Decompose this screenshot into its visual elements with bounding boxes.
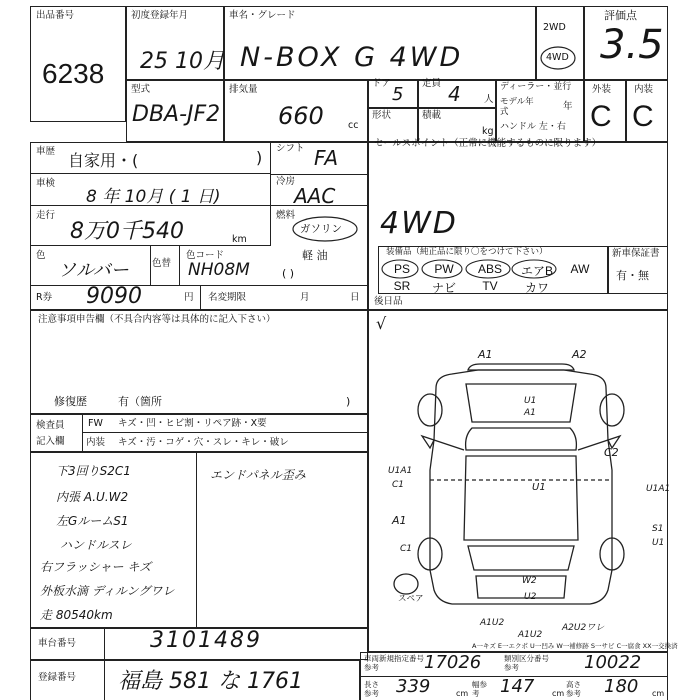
mark-a1-top-left: A1	[478, 348, 493, 361]
height-unit: cm	[652, 689, 665, 698]
history-close: )	[256, 148, 263, 167]
color-code-value: NH08M	[188, 260, 250, 280]
remark-1: 下3回りS2C1	[56, 464, 131, 478]
drive-2wd: 2WD	[543, 22, 566, 33]
first-reg-value: 25 10月	[140, 49, 225, 74]
equip-ps: PS	[393, 262, 410, 276]
load-label: 積載	[422, 110, 442, 121]
interior-label: 内装	[86, 437, 106, 448]
repair-close: )	[346, 395, 351, 408]
equipment-title: 装備品（純正品に限り〇をつけて下さい）	[386, 247, 548, 257]
fuel-gas: ガソリン	[300, 223, 342, 235]
inspection-value: 8 年 10月 ( 1 日)	[86, 187, 221, 207]
displacement-label: 排気量	[229, 84, 258, 95]
shift-label: シフト	[276, 143, 305, 154]
category-value: 10022	[584, 652, 642, 673]
lot-label: 出品番号	[36, 10, 75, 21]
equip-tv: TV	[482, 279, 498, 293]
remark-3: 左GルームS1	[56, 514, 129, 528]
registration-value: 福島 581 な 1761	[118, 669, 303, 694]
doors-label: ドア	[372, 78, 391, 89]
ext-label: 外装	[592, 84, 612, 95]
mark-a1-hood: A1	[524, 408, 536, 418]
fuel-label: 燃料	[276, 210, 296, 221]
recycle-value: 9090	[86, 284, 142, 309]
fuel-diesel: 軽 油	[302, 249, 328, 262]
mark-a1u2-left: A1U2	[480, 618, 505, 628]
first-reg-label: 初度登録年月	[131, 10, 189, 21]
mark-a2-top-right: A2	[572, 348, 587, 361]
width-unit: cm	[552, 689, 565, 698]
warranty-label: 新車保証書	[612, 248, 660, 259]
year-unit: 年	[563, 101, 573, 112]
history-label: 車歴	[36, 146, 56, 157]
inspector-label: 検査員	[36, 420, 65, 431]
mark-w2-rear: W2	[522, 576, 537, 586]
equip-navi: ナビ	[431, 281, 456, 295]
equip-airbag: エアB	[520, 264, 553, 278]
damage-legend: A一キズ E一エクボ U一凹み W一補修跡 S一サビ C一腐食 XX一交換済	[472, 642, 678, 650]
mark-u1-roof: U1	[532, 482, 546, 493]
spare-label: スペア	[398, 594, 424, 604]
mark-a2u2-right: A2U2ワレ	[562, 623, 605, 633]
color-code-label: 色コード	[186, 250, 225, 261]
capacity-unit: 人	[484, 94, 494, 105]
ext-grade: C	[590, 100, 612, 133]
remark-7: 走 80540km	[40, 608, 113, 622]
chassis-value: 3101489	[150, 628, 262, 653]
mileage-value: 8万0千540	[70, 219, 184, 244]
fw-label: FW	[88, 418, 103, 429]
width-label: 幅参考	[472, 680, 487, 698]
remarks-divider	[196, 452, 197, 628]
equip-leather: カワ	[524, 281, 549, 295]
inspection-label: 車検	[36, 178, 56, 189]
score-label: 評価点	[604, 9, 637, 22]
shift-value: FA	[314, 146, 339, 170]
msrp-value: 17026	[424, 652, 482, 673]
height-label: 高さ参考	[566, 680, 581, 698]
day-unit: 日	[350, 292, 360, 303]
equipment-circles	[378, 256, 608, 296]
equip-pw: PW	[434, 262, 454, 276]
handle-label: ハンドル 左・右	[500, 122, 566, 132]
repair-value: 有（箇所	[118, 395, 162, 408]
remark-4: ハンドルスレ	[60, 538, 132, 552]
mark-c2-right: C2	[604, 446, 619, 459]
capacity-label: 定員	[422, 78, 442, 89]
remark-2: 内張 A.U.W2	[56, 490, 129, 504]
category-label: 類別区分番号 参考	[504, 654, 549, 672]
fuel-gas-circle	[290, 214, 360, 244]
mark-c1-left-low: C1	[400, 544, 413, 554]
equip-abs: ABS	[477, 262, 502, 276]
equip-sr: SR	[393, 279, 411, 293]
drive-4wd-circle	[538, 44, 578, 72]
model-grade-value: N-BOX G 4WD	[240, 42, 464, 73]
displacement-unit: cc	[348, 120, 359, 131]
mark-u1a1-left: U1A1	[388, 466, 413, 476]
shape-label: 形状	[372, 110, 392, 121]
fw-items: キズ・凹・ヒビ割・リペア跡・X要	[118, 418, 267, 429]
history-row	[30, 142, 270, 174]
side-remark: エンドパネル歪み	[210, 468, 306, 482]
mark-u2-rear: U2	[524, 592, 537, 602]
history-value: 自家用・(	[68, 151, 139, 170]
load-unit: kg	[482, 126, 494, 137]
sales-value: 4WD	[380, 206, 458, 241]
remark-6: 外板水滴 ディルングワレ	[40, 584, 175, 598]
mark-a1u2-mid: A1U2	[518, 630, 543, 640]
capacity-value: 4	[448, 82, 461, 106]
mark-a1-left: A1	[392, 514, 407, 527]
car-diagram	[368, 340, 671, 652]
length-value: 339	[396, 676, 431, 697]
entry-label: 記入欄	[36, 436, 65, 447]
type-label: 型式	[131, 84, 151, 95]
mileage-unit: km	[232, 234, 247, 245]
mileage-label: 走行	[36, 210, 56, 221]
month-unit: 月	[300, 292, 310, 303]
attached-check: √	[376, 314, 387, 333]
dealer-label: ディーラー・並行	[500, 82, 572, 92]
ac-label: 冷房	[276, 176, 296, 187]
length-label: 長さ参考	[364, 680, 379, 698]
recycle-label: R券	[36, 292, 53, 303]
fuel-paren: ( )	[282, 267, 295, 280]
displacement-value: 660	[278, 102, 324, 130]
int-grade: C	[632, 100, 654, 133]
chassis-label: 車台番号	[38, 638, 77, 649]
mark-c1-left: C1	[392, 480, 405, 490]
lot-number: 6238	[42, 58, 105, 89]
length-unit: cm	[456, 689, 469, 698]
ac-value: AAC	[294, 184, 336, 208]
model-year-label: モデル年式	[500, 97, 534, 117]
recycle-unit: 円	[184, 292, 194, 303]
remark-5: 右フラッシャー キズ	[40, 560, 152, 574]
mark-u1-hood: U1	[524, 396, 537, 406]
notes-title: 注意事項申告欄（不具合内容等は具体的に記入下さい）	[38, 314, 276, 325]
width-value: 147	[500, 676, 535, 697]
model-grade-label: 車名・グレード	[229, 10, 296, 21]
mark-s1-right: S1	[652, 524, 664, 534]
height-value: 180	[604, 676, 639, 697]
registration-label: 登録番号	[38, 672, 77, 683]
msrp-label: 車両新規指定番号 参考	[364, 654, 424, 672]
repair-label: 修復歴	[54, 395, 87, 408]
int-label: 内装	[634, 84, 654, 95]
color-label: 色	[36, 250, 46, 261]
drive-4wd: 4WD	[546, 52, 569, 63]
warranty-value: 有・無	[616, 269, 649, 282]
mark-u1a1-right: U1A1	[646, 484, 671, 494]
attached-label: 後日品	[374, 296, 403, 307]
mark-u1-right: U1	[652, 538, 665, 548]
score-value: 3.5	[600, 22, 664, 68]
name-change-label: 名変期限	[208, 292, 247, 303]
interior-items: キズ・汚・コゲ・穴・スレ・キレ・破レ	[118, 437, 289, 448]
color-value: ソルバー	[58, 260, 129, 281]
color-change-label: 色替	[152, 258, 172, 269]
sales-title: セールスポイント（正常に機能するものに限ります）	[374, 138, 602, 149]
type-value: DBA-JF2	[132, 102, 221, 127]
equip-aw: AW	[570, 262, 590, 276]
doors-value: 5	[392, 84, 404, 105]
